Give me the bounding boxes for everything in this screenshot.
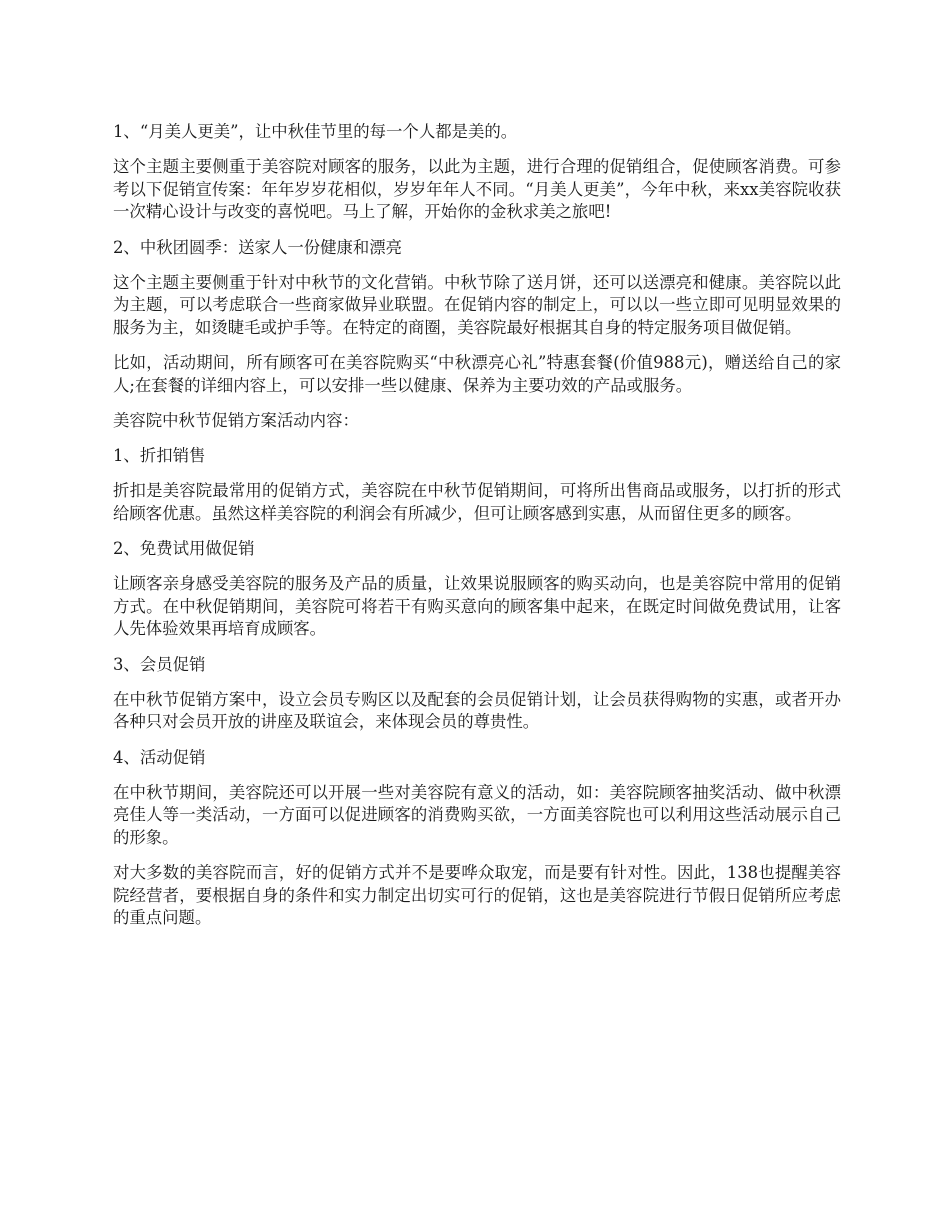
paragraph-theme-1-description: 这个主题主要侧重于美容院对顾客的服务，以此为主题，进行合理的促销组合，促使顾客消费。可参考以下促销宣传案：年年岁岁花相似，岁岁年年人不同。“月美人更美”，今年中秋，来xx美容院收获一次精心设计与改变的喜悦吧。马上了解，开始你的金秋求美之旅吧!: [113, 157, 841, 222]
section-heading-discount-sales: 1、折扣销售: [113, 446, 206, 466]
paragraph-theme-2-example: 比如，活动期间，所有顾客可在美容院购买“中秋漂亮心礼”特惠套餐(价值988元)，赠送给自己的家人;在套餐的详细内容上，可以安排一些以健康、保养为主要功效的产品或服务。: [113, 353, 841, 395]
paragraph-member-promotion: 在中秋节促销方案中，设立会员专购区以及配套的会员促销计划，让会员获得购物的实惠，或者开办各种只对会员开放的讲座及联谊会，来体现会员的尊贵性。: [113, 689, 841, 732]
section-heading-member-promotion: 3、会员促销: [113, 654, 206, 674]
paragraph-free-trial: 让顾客亲身感受美容院的服务及产品的质量，让效果说服顾客的购买动向，也是美容院中常用的促销方式。在中秋促销期间，美容院可将若干有购买意向的顾客集中起来，在既定时间做免费试用，让客人先体验效果再培育成顾客。: [113, 574, 841, 639]
section-heading-activity-content: 美容院中秋节促销方案活动内容：: [113, 410, 359, 430]
paragraph-conclusion: 对大多数的美容院而言，好的促销方式并不是要哗众取宠，而是要有针对性。因此，138也提醒美容院经营者，要根据自身的条件和实力制定出切实可行的促销，这也是美容院进行节假日促销所应考虑的重点问题。: [113, 863, 841, 928]
section-heading-theme-2: 2、中秋团圆季：送家人一份健康和漂亮: [113, 237, 403, 257]
paragraph-discount-sales: 折扣是美容院最常用的促销方式，美容院在中秋节促销期间，可将所出售商品或服务，以打折的形式给顾客优惠。虽然这样美容院的利润会有所减少，但可让顾客感到实惠，从而留住更多的顾客。: [113, 481, 841, 523]
section-heading-theme-1: 1、“月美人更美”，让中秋佳节里的每一个人都是美的。: [113, 122, 518, 141]
section-heading-event-promotion: 4、活动促销: [113, 747, 206, 767]
section-heading-free-trial: 2、免费试用做促销: [113, 539, 255, 559]
paragraph-event-promotion: 在中秋节期间，美容院还可以开展一些对美容院有意义的活动，如：美容院顾客抽奖活动、做中秋漂亮佳人等一类活动，一方面可以促进顾客的消费购买欲，一方面美容院也可以利用这些活动展示自己的形象。: [113, 782, 841, 847]
document-body: [113, 121, 841, 943]
paragraph-theme-2-description: 这个主题主要侧重于针对中秋节的文化营销。中秋节除了送月饼，还可以送漂亮和健康。美容院以此为主题，可以考虑联合一些商家做异业联盟。在促销内容的制定上，可以以一些立即可见明显效果的服务为主，如烫睫毛或护手等。在特定的商圈，美容院最好根据其自身的特定服务项目做促销。: [113, 272, 841, 337]
